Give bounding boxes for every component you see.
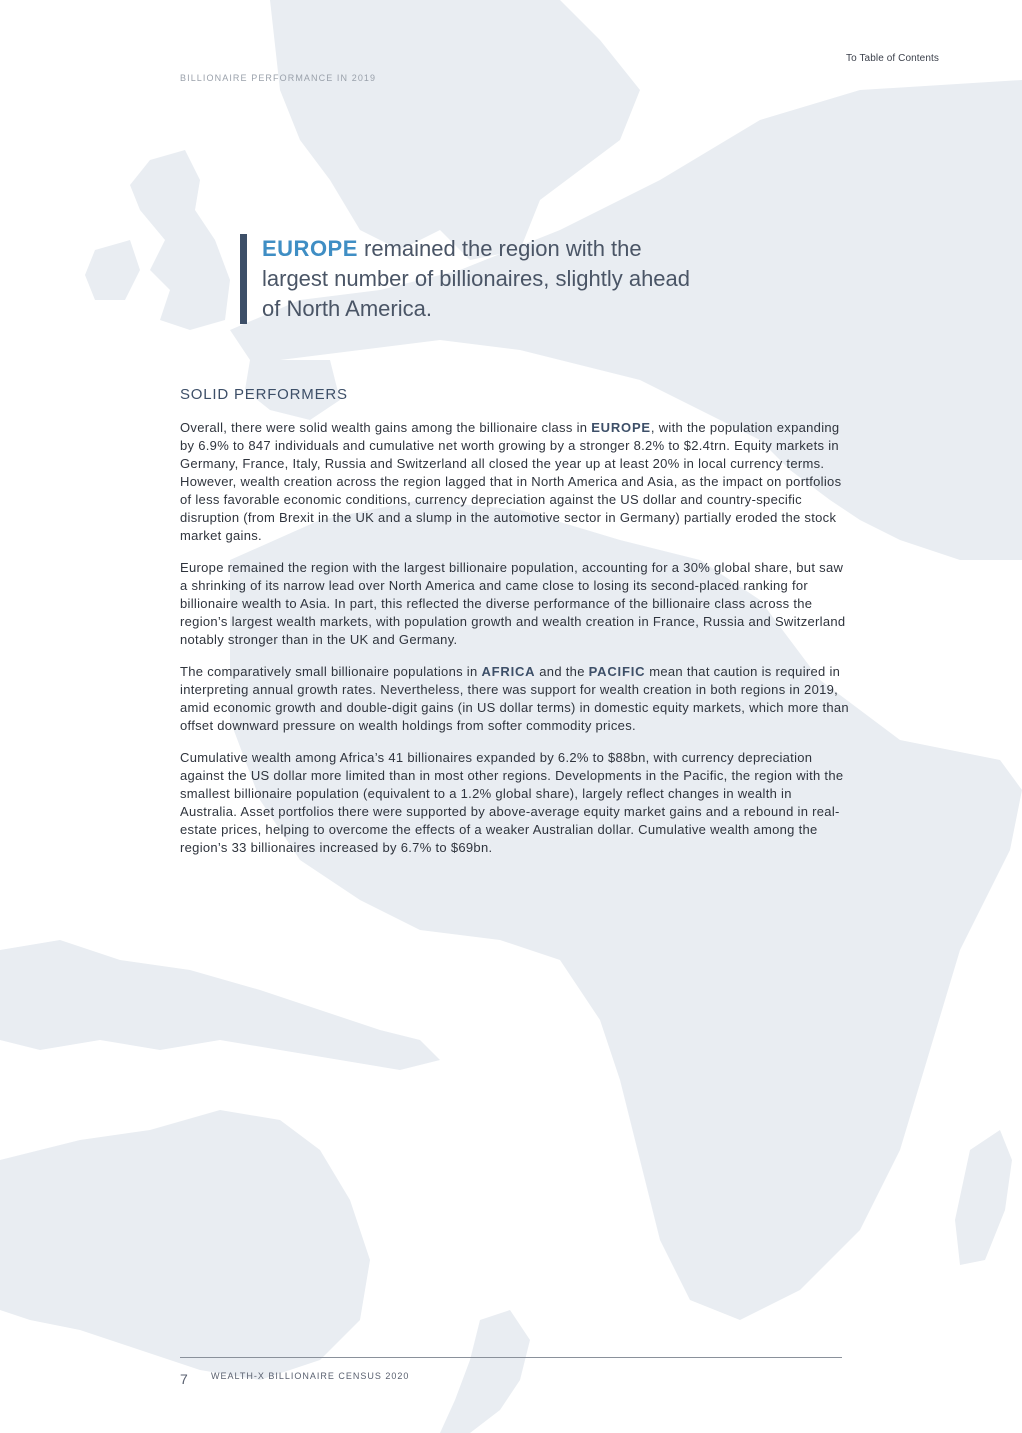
section-heading: SOLID PERFORMERS [180, 386, 348, 403]
page-number: 7 [180, 1371, 188, 1387]
pull-quote-line2: largest number of billionaires, slightly ahead [262, 266, 691, 291]
paragraph-3 [180, 663, 850, 735]
paragraph-3-text-b: and the [535, 664, 589, 679]
body-text [180, 419, 850, 871]
new-zealand-shape [440, 1310, 530, 1433]
region-europe: EUROPE [591, 420, 651, 435]
footer-divider [180, 1357, 842, 1358]
paragraph-3-text-c: mean that caution is required in interpreting annual growth rates. Nevertheless, there was support for wealth creation in both regions in 2019, amid economic growth and double-digit gains (in US dollar terms) in domestic equity markets, which more than offset downward pressure on wealth holdings from softer commodity prices. [180, 664, 849, 733]
pull-quote-line3: of North America. [262, 296, 432, 321]
region-africa: AFRICA [481, 664, 536, 679]
region-pacific: PACIFIC [588, 664, 646, 679]
paragraph-2: Europe remained the region with the largest billionaire population, accounting for a 30% global share, but saw a shrinking of its narrow lead over North America and came close to losing its second-placed ranking for billionaire wealth to Asia. In part, this reflected the diverse performance of the billionaire class across the region’s largest wealth markets, with population growth and wealth creation in France, Russia and Switzerland notably stronger than in the UK and Germany. [180, 560, 846, 647]
paragraph-1-text-b: , with the population expanding by 6.9% to 847 individuals and cumulative net worth growing by a stronger 8.2% to $2.4trn. Equity markets in Germany, France, Italy, Russia and Switzerland all closed the year up at least 20% in local currency terms. However, wealth creation across the region lagged that in North America and Asia, as the impact on portfolios of less favorable economic conditions, currency depreciation against the US dollar and country-specific disruption (from Brexit in the UK and a slump in the automotive sector in Germany) partially eroded the stock market gains. [180, 420, 842, 543]
paragraph-1-text-a: Overall, there were solid wealth gains among the billionaire class in [180, 420, 592, 435]
pull-quote-highlight: EUROPE [262, 236, 358, 261]
ireland-shape [85, 240, 140, 300]
pull-quote-line1: remained the region with the [357, 236, 642, 261]
table-of-contents-link[interactable]: To Table of Contents [846, 53, 939, 64]
southeast-asia-islands-shape [0, 940, 440, 1070]
paragraph-3-text-a: The comparatively small billionaire populations in [180, 664, 482, 679]
australia-shape [0, 1110, 370, 1380]
madagascar-shape [955, 1130, 1012, 1265]
paragraph-4: Cumulative wealth among Africa’s 41 billionaires expanded by 6.2% to $88bn, with currency depreciation against the US dollar more limited than in most other regions. Developments in the Pacific, the region with the smallest billionaire population (equivalent to a 1.2% global share), largely reflect changes in wealth in Australia. Asset portfolios there were supported by above-average equity market gains and a rebound in real-estate prices, helping to overcome the effects of a weaker Australian dollar. Cumulative wealth among the region’s 33 billionaires increased by 6.7% to $69bn. [180, 750, 844, 855]
footer-publication-title: WEALTH-X BILLIONAIRE CENSUS 2020 [211, 1371, 410, 1381]
pull-quote [240, 234, 822, 324]
great-britain-shape [130, 150, 230, 330]
running-head: BILLIONAIRE PERFORMANCE IN 2019 [180, 73, 377, 83]
paragraph-1 [180, 419, 850, 545]
